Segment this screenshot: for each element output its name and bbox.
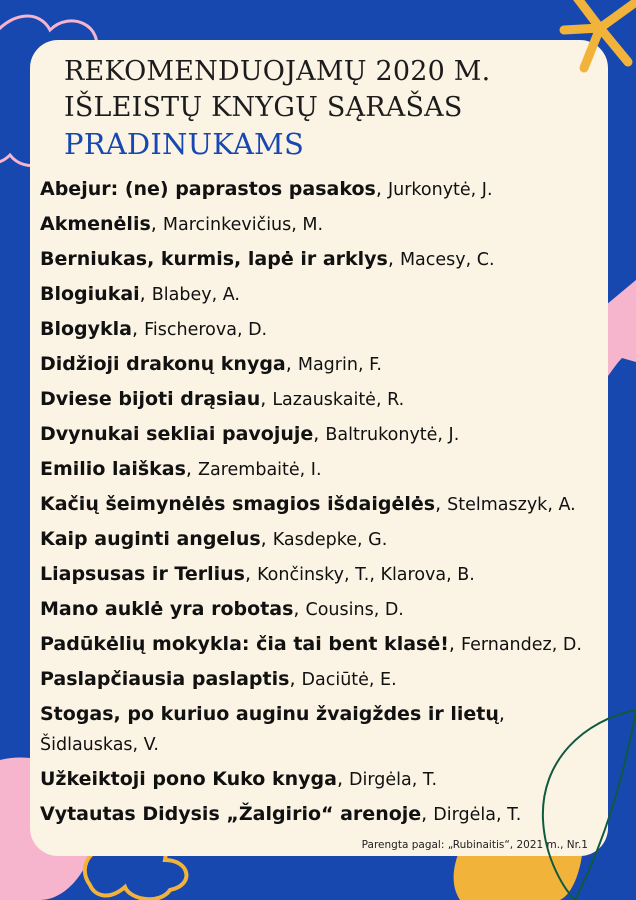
book-item: Emilio laiškas, Zarembaitė, I. bbox=[40, 458, 322, 480]
book-author: Končinsky, T., Klarova, B. bbox=[257, 565, 475, 585]
book-author: Blabey, A. bbox=[151, 285, 240, 305]
book-author: Dirgėla, T. bbox=[433, 805, 522, 825]
book-title: Akmenėlis bbox=[40, 213, 151, 235]
book-author: Šidlauskas, V. bbox=[40, 735, 159, 755]
book-title: Užkeiktoji pono Kuko knyga bbox=[40, 768, 337, 790]
book-title: Dvynukai sekliai pavojuje bbox=[40, 423, 314, 445]
book-author: Jurkonytė, J. bbox=[387, 180, 493, 200]
book-author: Macesy, C. bbox=[399, 250, 495, 270]
book-title: Abejur: (ne) paprastos pasakos bbox=[40, 178, 376, 200]
book-title: Berniukas, kurmis, lapė ir arklys bbox=[40, 248, 388, 270]
title-line-3: PRADINUKAMS bbox=[64, 127, 305, 161]
book-item: Mano auklė yra robotas, Cousins, D. bbox=[40, 598, 404, 620]
book-item: Didžioji drakonų knyga, Magrin, F. bbox=[40, 353, 382, 375]
book-item: Kaip auginti angelus, Kasdepke, G. bbox=[40, 528, 388, 550]
book-author: Fischerova, D. bbox=[144, 320, 268, 340]
book-item: Berniukas, kurmis, lapė ir arklys, Macesy, C. bbox=[40, 248, 495, 270]
source-note: Parengta pagal: „Rubinaitis“, 2021 m., Nr.1 bbox=[361, 839, 588, 851]
title-line-2: IŠLEISTŲ KNYGŲ SĄRAŠAS bbox=[64, 92, 463, 123]
book-title: Stogas, po kuriuo auginu žvaigždes ir lietų bbox=[40, 703, 499, 725]
content-card bbox=[30, 40, 608, 856]
book-title: Blogykla bbox=[40, 318, 133, 340]
book-item: Kačių šeimynėlės smagios išdaigėlės, Stelmaszyk, A. bbox=[40, 493, 576, 515]
book-title: Didžioji drakonų knyga bbox=[40, 353, 286, 375]
book-list bbox=[40, 172, 608, 832]
book-item: Liapsusas ir Terlius, Končinsky, T., Klarova, B. bbox=[40, 563, 475, 585]
book-item: Paslapčiausia paslaptis, Daciūtė, E. bbox=[40, 668, 397, 690]
book-item: Blogykla, Fischerova, D. bbox=[40, 318, 268, 340]
book-author: Stelmaszyk, A. bbox=[447, 495, 576, 515]
book-item: Blogiukai, Blabey, A. bbox=[40, 283, 240, 305]
book-item: Dviese bijoti drąsiau, Lazauskaitė, R. bbox=[40, 388, 405, 410]
book-title: Kačių šeimynėlės smagios išdaigėlės bbox=[40, 493, 436, 515]
book-author: Daciūtė, E. bbox=[301, 670, 397, 690]
title-line-1: REKOMENDUOJAMŲ 2020 M. bbox=[64, 56, 491, 87]
book-title: Blogiukai bbox=[40, 283, 140, 305]
book-author: Cousins, D. bbox=[305, 600, 404, 620]
book-author: Dirgėla, T. bbox=[349, 770, 438, 790]
book-author: Marcinkevičius, M. bbox=[162, 215, 324, 235]
book-author: Fernandez, D. bbox=[460, 635, 582, 655]
book-item: Padūkėlių mokykla: čia tai bent klasė!, Fernandez, D. bbox=[40, 633, 582, 655]
book-author: Magrin, F. bbox=[297, 355, 382, 375]
book-item: Akmenėlis, Marcinkevičius, M. bbox=[40, 213, 324, 235]
book-title: Paslapčiausia paslaptis bbox=[40, 668, 290, 690]
book-title: Kaip auginti angelus bbox=[40, 528, 261, 550]
book-item: Dvynukai sekliai pavojuje, Baltrukonytė, J. bbox=[40, 423, 460, 445]
book-item: Vytautas Didysis „Žalgirio“ arenoje, Dirgėla, T. bbox=[40, 803, 522, 825]
book-title: Emilio laiškas bbox=[40, 458, 186, 480]
book-author: Baltrukonytė, J. bbox=[325, 425, 460, 445]
book-item: Užkeiktoji pono Kuko knyga, Dirgėla, T. bbox=[40, 768, 438, 790]
book-title: Liapsusas ir Terlius bbox=[40, 563, 245, 585]
book-author: Zarembaitė, I. bbox=[198, 460, 322, 480]
book-item: Stogas, po kuriuo auginu žvaigždes ir lietų, Šidlauskas, V. bbox=[40, 703, 505, 755]
book-title: Dviese bijoti drąsiau bbox=[40, 388, 261, 410]
book-title: Padūkėlių mokykla: čia tai bent klasė! bbox=[40, 633, 449, 655]
page-title bbox=[64, 54, 490, 162]
book-author: Kasdepke, G. bbox=[272, 530, 388, 550]
book-title: Vytautas Didysis „Žalgirio“ arenoje bbox=[40, 803, 422, 825]
book-author: Lazauskaitė, R. bbox=[272, 390, 405, 410]
book-title: Mano auklė yra robotas bbox=[40, 598, 294, 620]
book-item: Abejur: (ne) paprastos pasakos, Jurkonytė, J. bbox=[40, 178, 493, 200]
